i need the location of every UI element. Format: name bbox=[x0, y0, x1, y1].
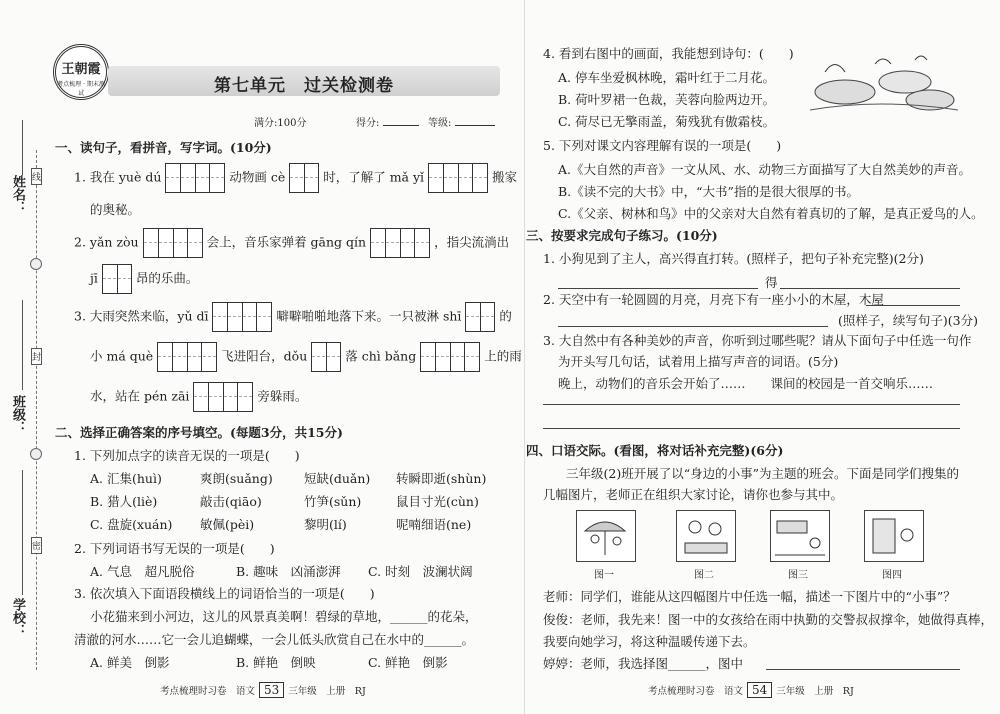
char-box-2[interactable] bbox=[311, 342, 341, 372]
char-box-4[interactable] bbox=[157, 342, 217, 372]
opt-text: B. 猎人(liè) bbox=[90, 494, 158, 509]
s3-q3-answer-line-2[interactable] bbox=[543, 428, 960, 429]
opt-text: 呢喃细语(ne) bbox=[396, 517, 472, 532]
s2-q1: 1. 下列加点字的读音无误的一项是( ) bbox=[74, 448, 300, 463]
s1-q3-text-i: 旁躲雨。 bbox=[257, 388, 308, 404]
brand-logo bbox=[53, 44, 109, 100]
s4-dialogue-tingting: 婷婷：老师，我选择图______，图中 bbox=[543, 656, 744, 671]
s2-q3-passage-2: 清澈的河水……它一会儿追蝴蝶，一会儿低头欣赏自己在水中的______。 bbox=[74, 632, 475, 647]
logo-text: 王朝霞 bbox=[61, 62, 101, 77]
punch-hole bbox=[30, 448, 42, 460]
s1-q2-text-e: 昂的乐曲。 bbox=[135, 270, 199, 286]
s1-q2-text-b: 会上，音乐家弹着 gāng qín bbox=[206, 234, 367, 250]
s3-q3-prompts: 晚上，动物们的音乐会开始了…… 课间的校园是一首交响乐…… bbox=[558, 376, 934, 391]
char-box-4[interactable] bbox=[165, 163, 225, 193]
s2-q2-option-a[interactable]: A. 气息 超凡脱俗 bbox=[90, 564, 195, 579]
picture-2-classroom bbox=[676, 510, 736, 562]
opt-text: 竹笋(sǔn) bbox=[304, 494, 362, 509]
title-bar bbox=[108, 66, 500, 96]
caption-3: 图三 bbox=[788, 570, 808, 581]
char-box-4[interactable] bbox=[143, 228, 203, 258]
opt-text: 短缺(duǎn) bbox=[304, 471, 371, 486]
footer-suffix: 三年级 上册 RJ bbox=[288, 686, 366, 697]
opt-text: 敲击(qiāo) bbox=[200, 494, 262, 509]
grade-label: 等级: bbox=[428, 118, 452, 129]
s2-q3-option-a[interactable]: A. 鲜美 倒影 bbox=[90, 655, 170, 670]
s3-q2-requirement: (照样子，续写句子)(3分) bbox=[838, 313, 978, 328]
logo-subtext: 考点梳理 · 期末测试 bbox=[57, 81, 105, 97]
s1-q1-text-d: 搬家 bbox=[492, 169, 518, 185]
s4-intro-1: 三年级(2)班开展了以“身边的小事”为主题的班会。下面是同学们搜集的 bbox=[566, 466, 959, 481]
s2-q5-option-a[interactable]: A.《大自然的声音》一文从风、水、动物三方面描写了大自然美妙的声音。 bbox=[558, 162, 972, 177]
binder-mark-seal: 封 bbox=[31, 348, 42, 365]
opt-text: A. 汇集(huì) bbox=[90, 471, 162, 486]
s3-q3-answer-line-1[interactable] bbox=[543, 404, 960, 405]
s4-intro-2: 几幅图片，老师正在组织大家讨论，请你也参与其中。 bbox=[543, 487, 844, 502]
char-box-4[interactable] bbox=[370, 228, 430, 258]
opt-text: 鼠目寸光(cùn) bbox=[396, 494, 479, 509]
section-3-heading: 三、按要求完成句子练习。(10分) bbox=[526, 228, 718, 243]
s1-q1-line1 bbox=[74, 163, 517, 193]
punch-hole bbox=[30, 258, 42, 270]
class-line bbox=[22, 300, 23, 390]
score-field[interactable] bbox=[383, 114, 419, 126]
page-divider bbox=[524, 0, 525, 714]
char-box-2[interactable] bbox=[289, 163, 319, 193]
s3-q3-line2: 为开头写几句话，试着用上描写声音的词语。(5分) bbox=[558, 354, 839, 369]
s2-q3-passage-1: 小花猫来到小河边，这儿的风景真美啊！碧绿的草地，______的花朵， bbox=[90, 609, 478, 624]
s1-q1-text-b: 动物画 cè bbox=[229, 169, 286, 185]
name-label: 姓名： bbox=[10, 175, 25, 214]
s1-q3-text-c: 的 bbox=[499, 308, 512, 324]
s1-q3-line3 bbox=[90, 382, 307, 412]
s1-q1-text-a: 1. 我在 yuè dú bbox=[74, 169, 162, 185]
s1-q3-line2 bbox=[90, 342, 522, 372]
name-line bbox=[22, 120, 23, 175]
char-box-4[interactable] bbox=[428, 163, 488, 193]
s1-q3-text-d: 小 má què bbox=[90, 348, 154, 364]
s2-q3: 3. 依次填入下面语段横线上的词语恰当的一项是( ) bbox=[74, 586, 375, 601]
section-4-heading: 四、口语交际。(看图，将对话补充完整)(6分) bbox=[526, 443, 784, 458]
opt-text: 爽朗(suǎng) bbox=[200, 471, 273, 486]
s1-q3-line1 bbox=[74, 302, 512, 332]
s3-q1-answer-line-2[interactable] bbox=[780, 288, 960, 289]
s2-q5-option-c[interactable]: C.《父亲、树林和鸟》中的父亲对大自然有着真切的了解，是真正爱鸟的人。 bbox=[558, 206, 984, 221]
char-box-2[interactable] bbox=[465, 302, 495, 332]
page-number: 53 bbox=[259, 682, 284, 698]
char-box-4[interactable] bbox=[212, 302, 272, 332]
full-marks: 满分:100分 bbox=[254, 118, 307, 129]
picture-1-umbrella bbox=[576, 510, 636, 562]
s3-q2-answer-line-2[interactable] bbox=[558, 326, 828, 327]
s1-q1-line2: 的奥秘。 bbox=[90, 202, 141, 217]
s1-q3-text-a: 3. 大雨突然来临，yǔ dī bbox=[74, 308, 209, 324]
s3-q3-line1: 3. 大自然中有各种美妙的声音，你听到过哪些呢？请从下面句子中任选一句作 bbox=[543, 333, 972, 348]
school-label: 学校： bbox=[10, 598, 25, 637]
s3-q1-answer-line-1[interactable] bbox=[558, 288, 758, 289]
s1-q1-text-c: 时，了解了 mǎ yǐ bbox=[323, 169, 425, 185]
s2-q2: 2. 下列词语书写无误的一项是( ) bbox=[74, 541, 275, 556]
opt-text: 敏佩(pèi) bbox=[200, 517, 255, 532]
picture-4-library bbox=[864, 510, 924, 562]
s3-q1-word: 得 bbox=[765, 275, 778, 290]
picture-3-street bbox=[770, 510, 830, 562]
s2-q4-option-a[interactable]: A. 停车坐爱枫林晚，霜叶红于二月花。 bbox=[558, 70, 775, 85]
right-footer bbox=[648, 682, 854, 698]
s1-q3-text-h: 水，站在 pén zāi bbox=[90, 388, 190, 404]
caption-2: 图二 bbox=[694, 570, 714, 581]
s1-q2-line2 bbox=[90, 264, 198, 294]
s1-q2-text-d: jī bbox=[90, 270, 98, 286]
s2-q5-option-b[interactable]: B.《读不完的大书》中，“大书”指的是很大很厚的书。 bbox=[558, 184, 859, 199]
grade-field[interactable] bbox=[455, 114, 495, 126]
s4-dialogue-teacher: 老师：同学们，谁能从这四幅图片中任选一幅，描述一下图片中的“小事”？ bbox=[543, 589, 956, 604]
footer-prefix: 考点梳理时习卷 语文 bbox=[160, 686, 256, 697]
section-1-heading: 一、读句子，看拼音，写字词。(10分) bbox=[55, 140, 272, 155]
footer-prefix: 考点梳理时习卷 语文 bbox=[648, 686, 744, 697]
s4-dialogue-junjun-2: 我要向她学习，将这种温暖传递下去。 bbox=[543, 634, 756, 649]
s2-q4-option-c[interactable]: C. 荷尽已无擎雨盖，菊残犹有傲霜枝。 bbox=[558, 114, 776, 129]
s1-q3-text-e: 飞进阳台，dǒu bbox=[221, 348, 308, 364]
s2-q4: 4. 看到右图中的画面，我能想到诗句：( ) bbox=[543, 46, 794, 61]
s4-dialogue-junjun-1: 俊俊：老师，我先来！图一中的女孩给在雨中执勤的交警叔叔撑伞，她做得真棒， bbox=[543, 612, 994, 627]
s2-q3-option-b[interactable]: B. 鲜艳 倒映 bbox=[236, 655, 316, 670]
footer-suffix: 三年级 上册 RJ bbox=[776, 686, 854, 697]
s2-q4-option-b[interactable]: B. 荷叶罗裙一色裁，芙蓉向脸两边开。 bbox=[558, 92, 776, 107]
s1-q2-text-a: 2. yǎn zòu bbox=[74, 234, 139, 250]
opt-text: C. 盘旋(xuán) bbox=[90, 517, 173, 532]
s1-q2-line1 bbox=[74, 228, 509, 258]
char-box-2[interactable] bbox=[102, 264, 132, 294]
s1-q3-text-g: 上的雨 bbox=[484, 348, 522, 364]
binder-mark-secret: 密 bbox=[31, 537, 42, 554]
s2-q3-option-c[interactable]: C. 鲜艳 倒影 bbox=[368, 655, 448, 670]
s1-q3-text-f: 落 chì bǎng bbox=[345, 348, 417, 364]
cut-line bbox=[36, 150, 37, 670]
s2-q5: 5. 下列对课文内容理解有误的一项是( ) bbox=[543, 138, 782, 153]
s3-q1: 1. 小狗见到了主人，高兴得直打转。(照样子，把句子补充完整)(2分) bbox=[543, 251, 924, 266]
page-number: 54 bbox=[747, 682, 772, 698]
s2-q2-option-c[interactable]: C. 时刻 波澜状阔 bbox=[368, 564, 473, 579]
binder-mark-line: 线 bbox=[31, 168, 42, 185]
caption-4: 图四 bbox=[882, 570, 902, 581]
opt-text: 黎明(lí) bbox=[304, 517, 347, 532]
lotus-pond-illustration bbox=[805, 52, 961, 114]
school-line bbox=[22, 470, 23, 595]
left-footer bbox=[160, 682, 366, 698]
s3-q2-answer-line-1[interactable] bbox=[866, 305, 960, 306]
binding-gutter bbox=[0, 0, 48, 714]
s1-q2-text-c: ，指尖流淌出 bbox=[434, 234, 510, 250]
opt-text: 转瞬即逝(shùn) bbox=[396, 471, 487, 486]
char-box-4[interactable] bbox=[193, 382, 253, 412]
s4-answer-line[interactable] bbox=[766, 669, 960, 670]
class-label: 班级： bbox=[10, 395, 25, 434]
section-2-heading: 二、选择正确答案的序号填空。(每题3分，共15分) bbox=[55, 425, 343, 440]
page-title: 第七单元 过关检测卷 bbox=[214, 76, 394, 96]
score-label: 得分: bbox=[356, 118, 380, 129]
s3-q2: 2. 天空中有一轮圆圆的月亮，月亮下有一座小小的木屋，木屋 bbox=[543, 292, 884, 307]
caption-1: 图一 bbox=[594, 570, 614, 581]
s2-q2-option-b[interactable]: B. 趣味 凶涌澎湃 bbox=[236, 564, 341, 579]
s1-q3-text-b: 噼噼啪啪地落下来。一只被淋 shī bbox=[276, 308, 462, 324]
char-box-4[interactable] bbox=[420, 342, 480, 372]
